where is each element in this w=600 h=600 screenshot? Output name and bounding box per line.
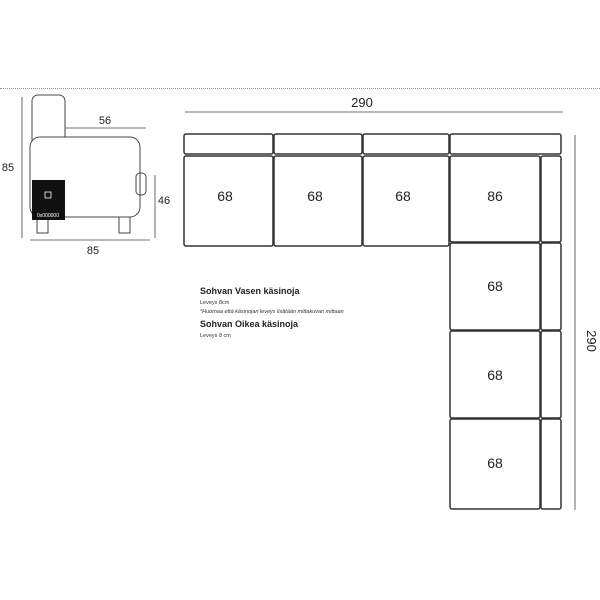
- backrest-4: [450, 134, 561, 154]
- backrest-right-2: [541, 243, 561, 330]
- left-armrest-title: Sohvan Vasen käsinoja: [200, 286, 300, 296]
- right-armrest-width: Leveys 8 cm: [200, 333, 231, 339]
- top-width-label: 290: [351, 95, 373, 110]
- seat-top-4-label: 86: [487, 188, 503, 204]
- side-leg-front: [119, 217, 130, 233]
- armrest-note: *Huomaa että käsinojan leveys lisätään mittakuvan mittaan: [200, 309, 344, 315]
- side-seat-depth-label: 56: [98, 115, 112, 127]
- armrest-notes: [200, 286, 420, 342]
- seat-right-3-label: 68: [487, 455, 503, 471]
- right-armrest-title: Sohvan Oikea käsinoja: [200, 319, 299, 329]
- seat-top-3-label: 68: [395, 188, 411, 204]
- color-code: 0x000000: [37, 213, 59, 219]
- right-width-label: 290: [584, 330, 599, 352]
- left-armrest-width: Leveys 8cm: [200, 300, 230, 306]
- seat-top-2-label: 68: [307, 188, 323, 204]
- backrest-3: [363, 134, 449, 154]
- backrest-right-1: [541, 156, 561, 242]
- seat-right-2-label: 68: [487, 367, 503, 383]
- backrest-right-3: [541, 331, 561, 418]
- side-depth-label: 85: [86, 245, 100, 257]
- backrest-2: [274, 134, 362, 154]
- side-seat-height-label: 46: [157, 195, 171, 207]
- seat-top-1-label: 68: [217, 188, 233, 204]
- seat-right-1-label: 68: [487, 278, 503, 294]
- side-height-label: 85: [1, 162, 15, 174]
- backrest-1: [184, 134, 273, 154]
- backrest-right-4: [541, 419, 561, 509]
